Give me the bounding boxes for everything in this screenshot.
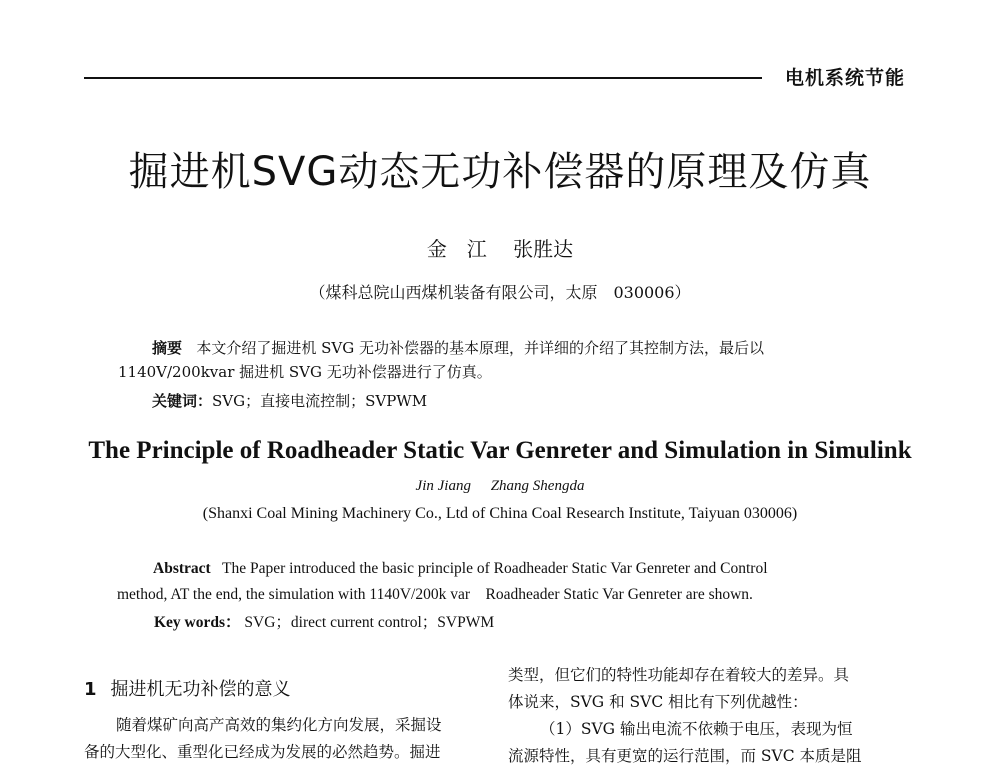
author-en-1: Jin Jiang (415, 478, 471, 494)
keywords-en (154, 610, 494, 632)
abstract-en-text-2: method, AT the end, the simulation with 1140V/200k var Roadheader Static Var Genreter are shown. (117, 586, 753, 603)
section-1-number: 1 (84, 679, 97, 700)
abstract-cn-text-2: 1140V/200kvar 掘进机 SVG 无功补偿器进行了仿真。 (118, 363, 492, 381)
author-cn-1: 金 江 (426, 237, 487, 261)
abstract-cn (118, 336, 888, 384)
abstract-en-text-1: The Paper introduced the basic principle of Roadheader Static Var Genreter and Control (222, 560, 768, 577)
section-1-title: 掘进机无功补偿的意义 (110, 679, 291, 700)
affiliation-en: (Shanxi Coal Mining Machinery Co., Ltd of China Coal Research Institute, Taiyuan 030006) (202, 505, 798, 522)
body-left-line-1: 随着煤矿向高产高效的集约化方向发展，采掘设 (116, 716, 442, 734)
body-left-column (84, 712, 484, 766)
abstract-en-line-1 (117, 556, 877, 582)
keywords-en-text: SVG；direct current control；SVPWM (244, 614, 495, 631)
keywords-cn-label: 关键词： (152, 392, 213, 410)
abstract-en (117, 556, 877, 608)
journal-section-label: 电机系统节能 (784, 67, 905, 89)
header-rule (84, 77, 762, 79)
body-right-line-4: 流源特性，具有更宽的运行范围，而 SVC 本质是阻 (508, 747, 862, 765)
paper-title-cn: 掘进机SVG动态无功补偿器的原理及仿真 (128, 149, 872, 195)
keywords-cn-text: SVG；直接电流控制；SVPWM (212, 392, 428, 410)
body-right-line-1: 类型，但它们的特性功能却存在着较大的差异。具 (508, 666, 850, 684)
authors-en (0, 478, 1000, 495)
body-right-line-2: 体说来，SVG 和 SVC 相比有下列优越性： (508, 693, 808, 711)
section-1-heading (84, 675, 291, 701)
keywords-en-label: Key words： (154, 614, 241, 631)
keywords-cn (152, 390, 427, 411)
author-en-2: Zhang Shengda (490, 478, 585, 494)
abstract-cn-label: 摘要 (152, 339, 183, 357)
author-cn-2: 张胜达 (513, 237, 574, 261)
authors-cn (0, 233, 1000, 262)
abstract-en-label: Abstract (153, 560, 211, 577)
body-right-line-3: （1）SVG 输出电流不依赖于电压，表现为恒 (540, 720, 853, 738)
paper-title-en: The Principle of Roadheader Static Var Genreter and Simulation in Simulink (88, 437, 912, 464)
body-right-column (508, 662, 904, 770)
abstract-cn-line-1 (118, 336, 888, 360)
body-left-line-2: 备的大型化、重型化已经成为发展的必然趋势。掘进 (84, 743, 441, 761)
abstract-cn-text-1: 本文介绍了掘进机 SVG 无功补偿器的基本原理，并详细的介绍了其控制方法，最后以 (196, 339, 764, 357)
affiliation-cn: （煤科总院山西煤机装备有限公司，太原 030006） (309, 283, 691, 302)
